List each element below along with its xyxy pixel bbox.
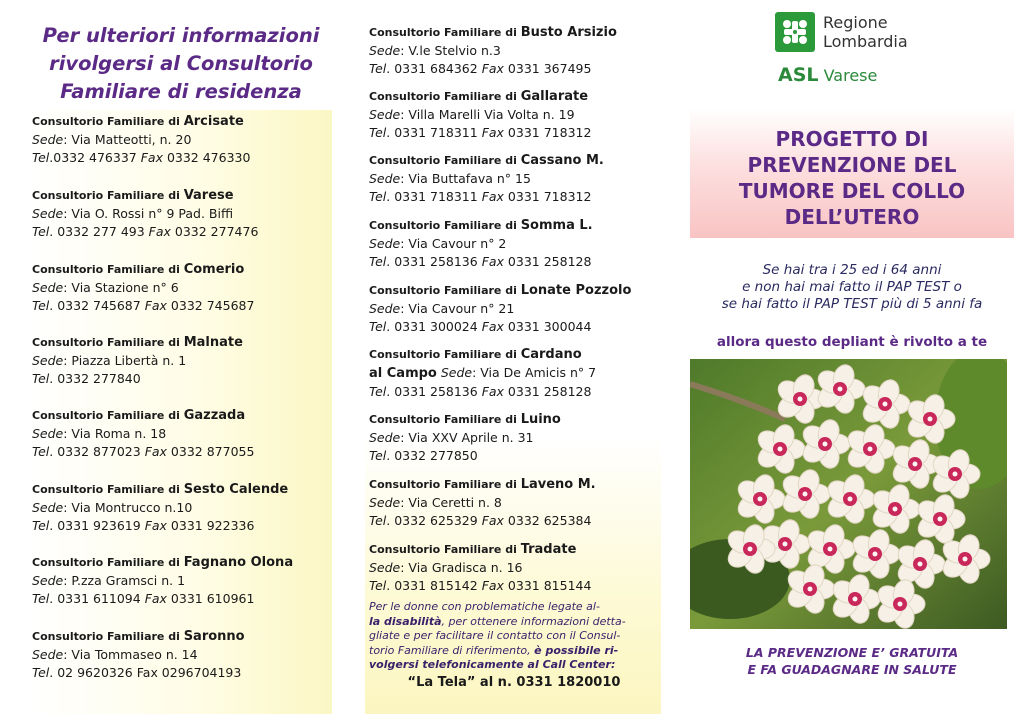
- slogan-line-2: E FA GUADAGNARE IN SALUTE: [747, 662, 957, 677]
- clinic-city: Gallarate: [520, 89, 589, 104]
- tel-label: Tel: [32, 591, 50, 606]
- clinic-address: : Via Tommaseo n. 14: [63, 647, 198, 662]
- clinic-phone: . 0331 611094: [49, 591, 145, 606]
- note-text-6: è possibile ri-: [534, 643, 619, 657]
- sede-label: Sede: [32, 280, 64, 295]
- sede-label: Sede: [32, 353, 64, 368]
- clinic-phone: . 0331 300024: [386, 319, 482, 334]
- clinic-city: Laveno M.: [520, 477, 596, 492]
- target-audience-text: [690, 262, 1014, 313]
- note-text-2: la disabilità: [369, 614, 442, 628]
- project-title: [690, 126, 1014, 230]
- fax-label: Fax: [144, 444, 167, 459]
- tel-label: Tel: [369, 254, 387, 269]
- clinic-title: [32, 481, 288, 499]
- clinic-title: [369, 541, 591, 559]
- clinic-title: [369, 88, 591, 106]
- clinic-city: Cardano: [520, 347, 582, 362]
- tel-label: Tel: [369, 319, 387, 334]
- clinic-fax: 0331 718312: [503, 189, 592, 204]
- clinic-title: [32, 187, 258, 205]
- tel-label: Tel: [369, 384, 387, 399]
- clinic-title: [32, 113, 250, 131]
- tel-label: Tel: [32, 224, 50, 239]
- note-text-1: Per le donne con problematiche legate al-: [369, 600, 600, 613]
- clinic-address: : P.zza Gramsci n. 1: [63, 573, 186, 588]
- clinic-title: [369, 217, 593, 235]
- clinic-fax: 0332 277476: [170, 224, 259, 239]
- regione-lombardia-logo: [775, 12, 955, 92]
- clinic-city: Cassano M.: [520, 153, 604, 168]
- call-center-number: “La Tela” al n. 0331 1820010: [407, 674, 621, 690]
- clinic-prefix: Consultorio Familiare di: [369, 284, 521, 297]
- clinic-title: [32, 407, 254, 425]
- clinic-prefix: Consultorio Familiare di: [369, 154, 521, 167]
- clinic-city: Malnate: [183, 335, 243, 350]
- fax-label: Fax: [481, 513, 504, 528]
- clinic-entry: [32, 113, 250, 167]
- clinic-address: : Villa Marelli Via Volta n. 19: [400, 107, 575, 122]
- fax-label: Fax: [481, 61, 504, 76]
- clinic-fax: 0332 476330: [162, 150, 251, 165]
- clinic-prefix: Consultorio Familiare di: [32, 409, 184, 422]
- note-text-5: torio Familiare di riferimento,: [369, 643, 535, 657]
- project-title-box: [690, 108, 1014, 238]
- intro-line-3: se hai fatto il PAP TEST più di 5 anni fa: [721, 296, 983, 312]
- clinic-prefix: Consultorio Familiare di: [32, 483, 184, 496]
- tel-label: Tel: [32, 518, 50, 533]
- tel-label: Tel: [369, 448, 387, 463]
- clinic-fax: 0331 300044: [503, 319, 592, 334]
- clinic-title: [369, 282, 631, 300]
- clinic-fax: 0331 258128: [503, 384, 592, 399]
- clinic-fax: 0332 745687: [166, 298, 255, 313]
- asl-city: Varese: [823, 66, 878, 85]
- clinic-city: Sesto Calende: [183, 482, 289, 497]
- clinic-prefix: Consultorio Familiare di: [369, 478, 521, 491]
- clinic-phone: .0332 476337: [49, 150, 141, 165]
- clinic-entry: [32, 187, 258, 241]
- clinic-address: : Piazza Libertà n. 1: [63, 353, 187, 368]
- tel-label: Tel: [369, 189, 387, 204]
- sede-label: Sede: [369, 43, 401, 58]
- heading-line-1: Per ulteriori informazioni: [42, 24, 320, 47]
- sede-label: Sede: [32, 206, 64, 221]
- tel-label: Tel: [32, 150, 50, 165]
- title-line-4: DELL’UTERO: [784, 205, 920, 229]
- sede-label: Sede: [369, 107, 401, 122]
- intro-line-1: Se hai tra i 25 ed i 64 anni: [762, 262, 942, 278]
- tel-label: Tel: [369, 578, 387, 593]
- clinic-entry: [32, 554, 293, 608]
- fax-label: Fax: [481, 189, 504, 204]
- fax-label: Fax: [481, 384, 504, 399]
- clinic-prefix: Consultorio Familiare di: [32, 336, 184, 349]
- clinic-city: Comerio: [183, 262, 245, 277]
- clinic-title: [32, 334, 243, 352]
- clinic-prefix: Consultorio Familiare di: [32, 630, 184, 643]
- brochure-target-line: allora questo depliant è rivolto a te: [716, 334, 988, 350]
- middle-clinic-list: [365, 18, 661, 714]
- clinic-entry: [369, 152, 604, 206]
- clinic-prefix: Consultorio Familiare di: [369, 348, 521, 361]
- note-text-7: volgersi telefonicamente al Call Center:: [369, 658, 616, 671]
- clinic-phone: . 0332 277840: [49, 371, 141, 386]
- regione-lombardia-emblem-icon: [775, 12, 815, 52]
- clinic-phone: . 0332 277850: [386, 448, 478, 463]
- tel-label: Tel: [32, 298, 50, 313]
- clinic-phone: . 0332 877023: [49, 444, 145, 459]
- clinic-phone: . 0331 923619: [49, 518, 145, 533]
- clinic-entry: [32, 481, 288, 535]
- slogan-line-1: LA PREVENZIONE E’ GRATUITA: [745, 645, 959, 660]
- clinic-address: : Via Montrucco n.10: [63, 500, 193, 515]
- clinic-entry: [369, 282, 631, 336]
- clinic-entry: [369, 346, 596, 401]
- clinic-city: Tradate: [520, 542, 577, 557]
- clinic-prefix: Consultorio Familiare di: [32, 115, 184, 128]
- clinic-entry: [369, 411, 561, 465]
- hoya-flower-cluster-photo: [690, 359, 1007, 629]
- fax-label: Fax: [481, 578, 504, 593]
- clinic-fax: 0332 877055: [166, 444, 255, 459]
- title-line-1: PROGETTO DI: [775, 127, 929, 151]
- clinic-address: : Via XXV Aprile n. 31: [400, 430, 534, 445]
- clinic-title: [369, 152, 604, 170]
- clinic-entry: [369, 476, 596, 530]
- fax-label: Fax: [144, 591, 167, 606]
- clinic-address: : Via Buttafava n° 15: [400, 171, 531, 186]
- sede-label: Sede: [32, 500, 64, 515]
- fax-label: Fax: [481, 125, 504, 140]
- logo-line-2: Lombardia: [823, 32, 908, 51]
- clinic-prefix: Consultorio Familiare di: [32, 189, 184, 202]
- sede-label: Sede: [369, 495, 401, 510]
- clinic-city: Luino: [520, 412, 561, 427]
- tel-label: Tel: [369, 125, 387, 140]
- fax-label: Fax: [148, 224, 171, 239]
- clinic-phone: . 02 9620326 Fax 0296704193: [49, 665, 242, 680]
- clinic-city: Arcisate: [183, 114, 244, 129]
- clinic-prefix: Consultorio Familiare di: [369, 90, 521, 103]
- tel-label: Tel: [32, 665, 50, 680]
- asl-label: [778, 64, 877, 86]
- flower-photo-icon: [690, 359, 1007, 629]
- title-line-2: PREVENZIONE DEL: [747, 153, 957, 177]
- clinic-prefix: Consultorio Familiare di: [369, 543, 521, 556]
- clinic-phone: . 0332 277 493: [49, 224, 149, 239]
- clinic-address: : V.le Stelvio n.3: [400, 43, 501, 58]
- tel-label: Tel: [32, 371, 50, 386]
- note-text-4: gliate e per facilitare il contatto con il Consul-: [369, 629, 621, 642]
- clinic-city: Fagnano Olona: [183, 555, 294, 570]
- clinic-phone: . 0331 258136: [386, 254, 482, 269]
- clinic-city: Somma L.: [520, 218, 593, 233]
- intro-line-2: e non hai mai fatto il PAP TEST o: [742, 279, 962, 295]
- clinic-entry: [32, 261, 254, 315]
- clinic-address: : Via Matteotti, n. 20: [63, 132, 192, 147]
- fax-label: Fax: [481, 254, 504, 269]
- sede-label: Sede: [369, 171, 401, 186]
- clinic-address: : Via De Amicis n° 7: [472, 365, 597, 380]
- clinic-fax: 0332 625384: [503, 513, 592, 528]
- clinic-city: Busto Arsizio: [520, 25, 617, 40]
- asl-text: ASL: [778, 64, 819, 86]
- clinic-address: : Via Stazione n° 6: [63, 280, 179, 295]
- heading-line-3: Familiare di residenza: [60, 80, 302, 103]
- clinic-title: [369, 411, 561, 429]
- clinic-title: [32, 628, 245, 646]
- fax-label: Fax: [481, 319, 504, 334]
- clinic-phone: . 0332 625329: [386, 513, 482, 528]
- sede-label: Sede: [32, 573, 64, 588]
- clinic-city: Saronno: [183, 629, 245, 644]
- tel-label: Tel: [32, 444, 50, 459]
- sede-label: Sede: [369, 301, 401, 316]
- info-heading: [30, 22, 332, 106]
- clinic-address: : Via Ceretti n. 8: [400, 495, 502, 510]
- title-line-3: TUMORE DEL COLLO: [738, 179, 966, 203]
- sede-label: Sede: [369, 430, 401, 445]
- clinic-address: : Via Cavour n° 2: [400, 236, 507, 251]
- clinic-fax: 0331 367495: [503, 61, 592, 76]
- clinic-fax: 0331 718312: [503, 125, 592, 140]
- logo-line-1: Regione: [823, 13, 888, 32]
- clinic-phone: . 0331 684362: [386, 61, 482, 76]
- clinic-phone: . 0331 718311: [386, 125, 482, 140]
- clinic-phone: . 0331 718311: [386, 189, 482, 204]
- clinic-phone: . 0331 815142: [386, 578, 482, 593]
- clinic-phone: . 0331 258136: [386, 384, 482, 399]
- clinic-prefix: Consultorio Familiare di: [369, 219, 521, 232]
- left-clinic-list: [30, 110, 332, 714]
- clinic-title: [32, 554, 293, 572]
- heading-line-2: rivolgersi al Consultorio: [49, 52, 313, 75]
- clinic-city-2: al Campo: [369, 366, 437, 381]
- tel-label: Tel: [369, 61, 387, 76]
- clinic-address: : Via O. Rossi n° 9 Pad. Biffi: [63, 206, 234, 221]
- clinic-fax: 0331 258128: [503, 254, 592, 269]
- prevention-slogan: [690, 644, 1014, 678]
- clinic-phone: . 0332 745687: [49, 298, 145, 313]
- clinic-entry: [369, 541, 591, 595]
- clinic-title: [369, 476, 596, 494]
- clinic-city: Varese: [183, 188, 234, 203]
- sede-label: Sede: [32, 132, 64, 147]
- clinic-title: [369, 346, 596, 364]
- clinic-entry: [32, 407, 254, 461]
- clinic-city: Lonate Pozzolo: [520, 283, 632, 298]
- clinic-prefix: Consultorio Familiare di: [32, 556, 184, 569]
- tel-label: Tel: [369, 513, 387, 528]
- clinic-entry: [369, 217, 593, 271]
- fax-label: Fax: [144, 298, 167, 313]
- clinic-fax: 0331 922336: [166, 518, 255, 533]
- clinic-prefix: Consultorio Familiare di: [369, 413, 521, 426]
- clinic-title: [32, 261, 254, 279]
- clinic-prefix: Consultorio Familiare di: [32, 263, 184, 276]
- clinic-entry: [32, 334, 243, 388]
- sede-label: Sede: [369, 560, 401, 575]
- clinic-entry: [369, 88, 591, 142]
- clinic-entry: [32, 628, 245, 682]
- clinic-fax: 0331 610961: [166, 591, 255, 606]
- clinic-prefix: Consultorio Familiare di: [369, 26, 521, 39]
- sede-label: Sede: [440, 365, 473, 380]
- fax-label: Fax: [140, 150, 163, 165]
- clinic-address: : Via Gradisca n. 16: [400, 560, 523, 575]
- clinic-address: : Via Cavour n° 21: [400, 301, 515, 316]
- sede-label: Sede: [32, 426, 64, 441]
- clinic-address: : Via Roma n. 18: [63, 426, 167, 441]
- sede-label: Sede: [32, 647, 64, 662]
- sede-label: Sede: [369, 236, 401, 251]
- clinic-title: [369, 24, 617, 42]
- note-text-3: , per ottenere informazioni detta-: [441, 614, 626, 628]
- clinic-fax: 0331 815144: [503, 578, 592, 593]
- fax-label: Fax: [144, 518, 167, 533]
- clinic-city: Gazzada: [183, 408, 246, 423]
- clinic-entry: [369, 24, 617, 78]
- disability-note: [369, 600, 659, 690]
